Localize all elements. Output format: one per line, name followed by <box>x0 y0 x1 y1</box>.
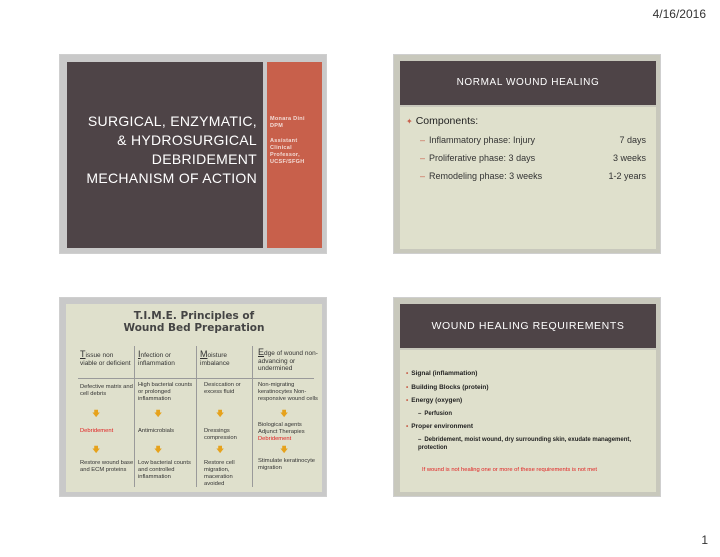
slide-2-thumbnail <box>393 54 661 254</box>
arrow-down-icon: 🡇 <box>154 409 163 418</box>
requirement-item: • Proper environment <box>406 423 474 430</box>
time-table <box>66 304 322 492</box>
slide-4-thumbnail <box>393 297 661 497</box>
requirement-note: If wound is not healing one or more of these requirements is not met <box>422 467 597 473</box>
slide-4-body <box>400 350 656 492</box>
slide-3-thumbnail <box>59 297 327 497</box>
infection-action: Antimicrobials <box>138 428 175 434</box>
infection-outcome: Low bacterial counts and controlled inflammation <box>138 460 191 480</box>
arrow-down-icon: 🡇 <box>92 409 101 418</box>
phase-duration: 3 weeks <box>612 153 646 163</box>
time-col-tissue: Tissue non viable or deficient <box>80 349 131 367</box>
phase-row: – Remodeling phase: 3 weeks 1-2 years <box>420 171 646 181</box>
author-info <box>270 116 305 166</box>
phase-row: – Proliferative phase: 3 days 3 weeks <box>420 153 646 163</box>
title-line: SURGICAL, ENZYMATIC, <box>87 113 257 129</box>
page-number: 1 <box>701 533 708 547</box>
requirement-item: • Signal (inflammation) <box>406 370 478 377</box>
arrow-down-icon: 🡇 <box>280 409 289 418</box>
edge-cause: Non-migrating keratinocytes Non-responsive wound cells <box>258 382 318 402</box>
slide-2-title: NORMAL WOUND HEALING <box>400 61 656 105</box>
moisture-outcome: Restore cell migration, maceration avoided <box>204 460 235 487</box>
phase-duration: 7 days <box>619 135 646 145</box>
bullet-icon: • <box>406 397 409 404</box>
requirement-subitem: – Debridement, moist wound, dry surrounding skin, exudate management, protection <box>418 437 632 451</box>
author-title-line: UCSF/SFGH <box>270 159 305 165</box>
tissue-cause: Defective matrix and cell debris <box>80 384 133 397</box>
author-title-line: Assistant <box>270 138 298 144</box>
author-title-line: Clinical <box>270 145 292 151</box>
slide-1-title <box>71 112 257 188</box>
author-name-line: DPM <box>270 123 284 129</box>
components-heading: ✦ Components: <box>406 115 479 127</box>
time-col-edge: Edge of wound non-advancing or undermined <box>258 347 318 372</box>
requirement-item: • Energy (oxygen) <box>406 397 463 404</box>
tissue-outcome: Restore wound base and ECM proteins <box>80 460 134 473</box>
phase-row: – Inflammatory phase: Injury 7 days <box>420 135 646 145</box>
title-line: DEBRIDEMENT <box>151 151 257 167</box>
slide-4-title: WOUND HEALING REQUIREMENTS <box>400 304 656 348</box>
slide-3-title: T.I.M.E. Principles of Wound Bed Preparation <box>123 310 265 334</box>
tissue-action: Debridement <box>80 428 114 434</box>
bullet-icon: • <box>406 384 409 391</box>
time-col-infection: Infection or inflammation <box>138 349 175 367</box>
phase-label: Proliferative phase: 3 days <box>429 153 536 163</box>
moisture-action: Dressings compression <box>204 428 237 441</box>
arrow-down-icon: 🡇 <box>216 409 225 418</box>
moisture-cause: Desiccation or excess fluid <box>204 382 241 395</box>
slide-2-body <box>400 107 656 249</box>
title-line: MECHANISM OF ACTION <box>86 170 257 186</box>
phase-label: Inflammatory phase: Injury <box>429 135 536 145</box>
arrow-down-icon: 🡇 <box>280 445 289 454</box>
edge-action: Biological agents Adjunct Therapies Debridement <box>258 422 305 442</box>
time-col-moisture: Moisture imbalance <box>200 349 230 367</box>
phase-label: Remodeling phase: 3 weeks <box>429 171 543 181</box>
arrow-down-icon: 🡇 <box>216 445 225 454</box>
bullet-icon: • <box>406 370 409 377</box>
edge-outcome: Stimulate keratinocyte migration <box>258 458 316 471</box>
requirement-subitem: – Perfusion <box>418 411 453 417</box>
header-date: 4/16/2016 <box>652 7 706 21</box>
arrow-down-icon: 🡇 <box>154 445 163 454</box>
author-panel <box>267 62 322 248</box>
author-title-line: Professor, <box>270 152 300 158</box>
bullet-icon: ✦ <box>406 117 413 126</box>
bullet-icon: • <box>406 423 409 430</box>
title-panel <box>67 62 263 248</box>
arrow-down-icon: 🡇 <box>92 445 101 454</box>
infection-cause: High bacterial counts or prolonged inflammation <box>138 382 193 402</box>
title-line: & HYDROSURGICAL <box>117 132 257 148</box>
phase-duration: 1-2 years <box>608 171 646 181</box>
requirement-item: • Building Blocks (protein) <box>406 384 489 391</box>
author-name-line: Monara Dini <box>270 116 305 122</box>
slide-1-thumbnail <box>59 54 327 254</box>
